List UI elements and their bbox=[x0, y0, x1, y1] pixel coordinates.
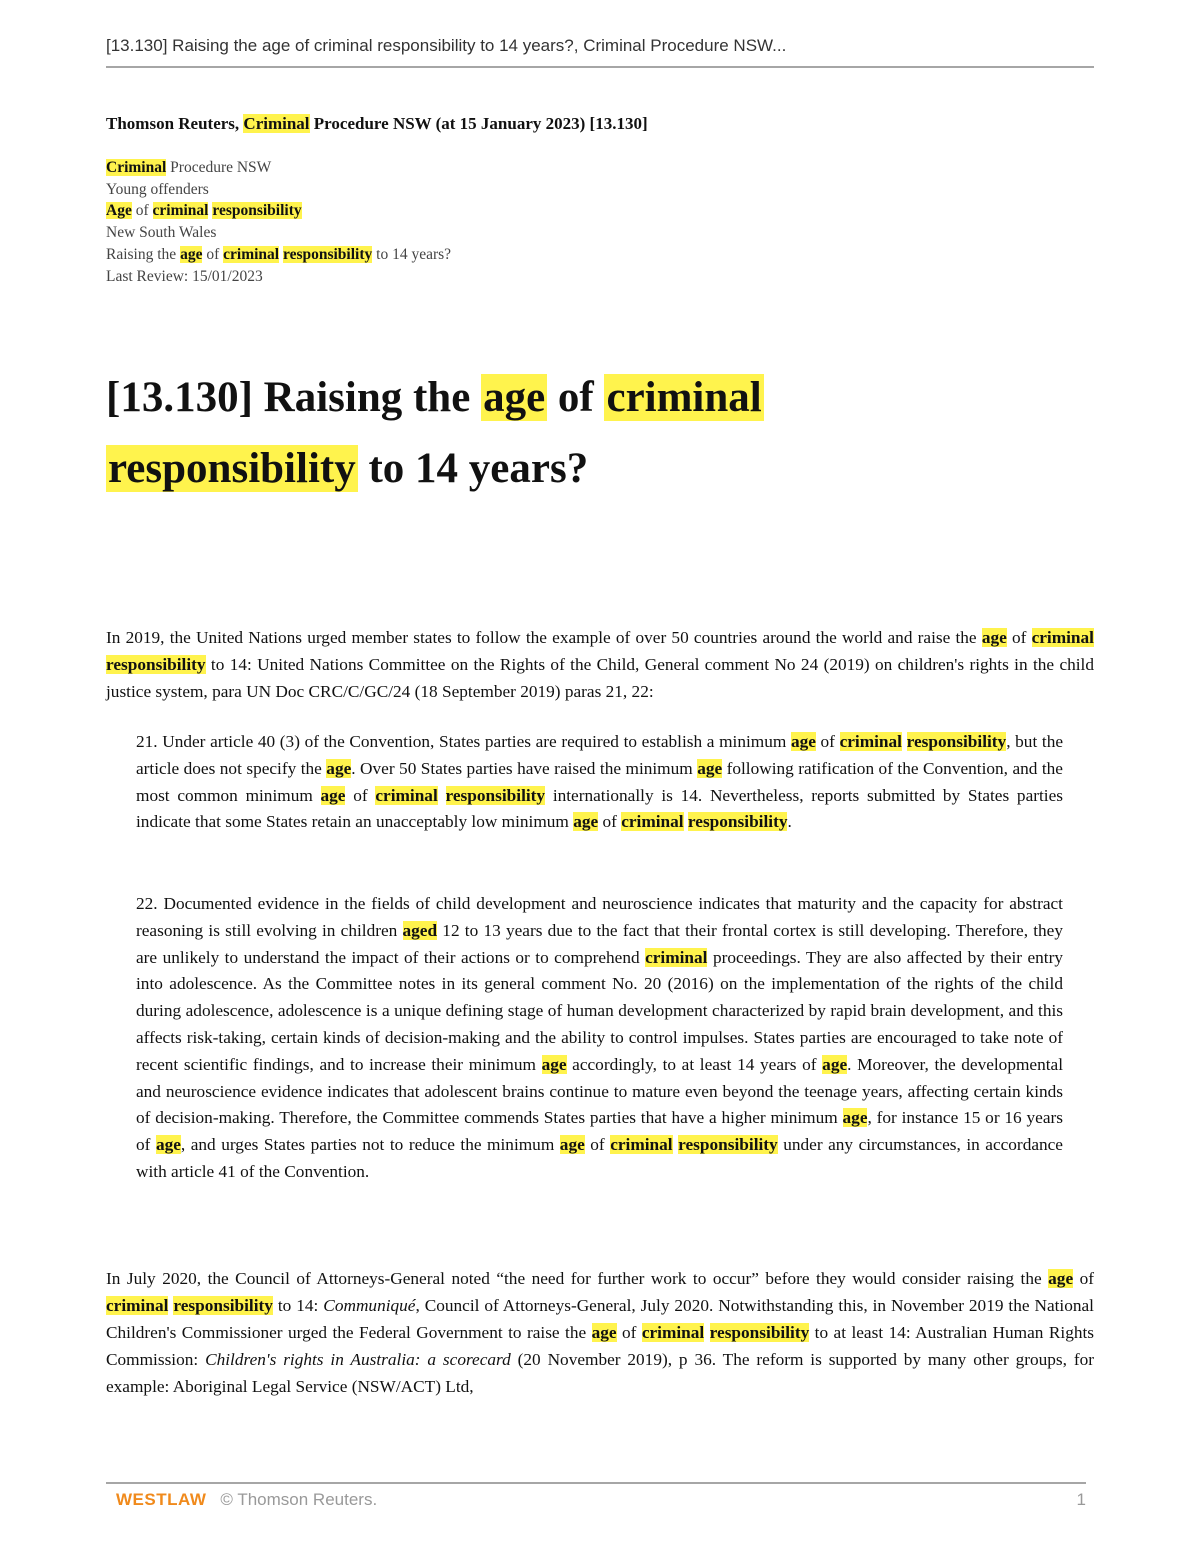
page-number: 1 bbox=[1076, 1490, 1086, 1509]
breadcrumb-item[interactable]: Young offenders bbox=[106, 180, 209, 198]
search-term-highlight: Criminal bbox=[243, 114, 310, 133]
header-divider bbox=[106, 66, 1094, 68]
westlaw-logo: WESTLAW bbox=[116, 1490, 207, 1509]
body-paragraph: In July 2020, the Council of Attorneys-General noted “the need for further work to occur” before they would consider raising the age of criminal responsibility to 14: Communiqué, Council of Attorneys-General, July 2020. Notwithstanding this, in November 2019 the National Children's Commissioner urged the Federal Government to raise the age of criminal responsibility to at least 14: Australian Human Rights Commission: Children's rights in Australia: a scorecard (20 November 2019), p 36. The reform is supported by many other groups, for example: Aboriginal Legal Service (NSW/ACT) Ltd, bbox=[106, 1269, 1095, 1396]
block-quote: 21. Under article 40 (3) of the Convention, States parties are required to establish a minimum age of criminal responsibility, but the article does not specify the age. Over 50 States parties have raised the minimum age following ratification of the Convention, and the most common minimum age of criminal responsibility internationally is 14. Nevertheless, reports submitted by States parties indicate that some States retain an unacceptably low minimum age of criminal responsibility. bbox=[136, 732, 1064, 832]
copyright-text: © Thomson Reuters. bbox=[220, 1490, 378, 1509]
body-paragraph: In 2019, the United Nations urged member states to follow the example of over 50 countries around the world and raise the age of criminal responsibility to 14: United Nations Committee on the Rights of the Child, General comment No 24 (2019) on children's rights in the child justice system, para UN Doc CRC/C/GC/24 (18 September 2019) paras 21, 22: bbox=[106, 628, 1094, 701]
breadcrumb-item[interactable]: Raising the age of criminal responsibility to 14 years? bbox=[106, 245, 452, 263]
breadcrumb-item[interactable]: New South Wales bbox=[106, 224, 217, 242]
breadcrumb-item[interactable]: Criminal Procedure NSW bbox=[106, 159, 272, 176]
running-header: [13.130] Raising the age of criminal responsibility to 14 years?, Criminal Procedure NSW... bbox=[106, 36, 787, 55]
breadcrumb bbox=[106, 157, 806, 287]
block-quote: 22. Documented evidence in the fields of child development and neuroscience indicates that maturity and the capacity for abstract reasoning is still evolving in children aged 12 to 13 years due to the fact that their frontal cortex is still developing. Therefore, they are unlikely to understand the impact of their actions or to comprehend criminal proceedings. They are also affected by their entry into adolescence. As the Committee notes in its general comment No. 20 (2016) on the implementation of the rights of the child during adolescence, adolescence is a unique defining stage of human development characterized by rapid brain development, and this affects risk-taking, certain kinds of decision-making and the ability to control impulses. States parties are encouraged to take note of recent scientific findings, and to increase their minimum age accordingly, to at least 14 years of age. Moreover, the developmental and neuroscience evidence indicates that adolescent brains continue to mature even beyond the teenage years, affecting certain kinds of decision-making. Therefore, the Committee commends States parties that have a higher minimum age, for instance 15 or 16 years of age, and urges States parties not to reduce the minimum age of criminal responsibility under any circumstances, in accordance with article 41 of the Convention. bbox=[136, 894, 1063, 1181]
page-footer bbox=[116, 1490, 1086, 1510]
page-title: [13.130] Raising the age of criminal responsibility to 14 years? bbox=[106, 374, 762, 492]
citation-line: Thomson Reuters, Criminal Procedure NSW (at 15 January 2023) [13.130] bbox=[106, 114, 648, 133]
footer-divider bbox=[106, 1482, 1086, 1484]
breadcrumb-item[interactable]: Age of criminal responsibility bbox=[106, 202, 302, 220]
last-review-date: Last Review: 15/01/2023 bbox=[106, 267, 263, 285]
